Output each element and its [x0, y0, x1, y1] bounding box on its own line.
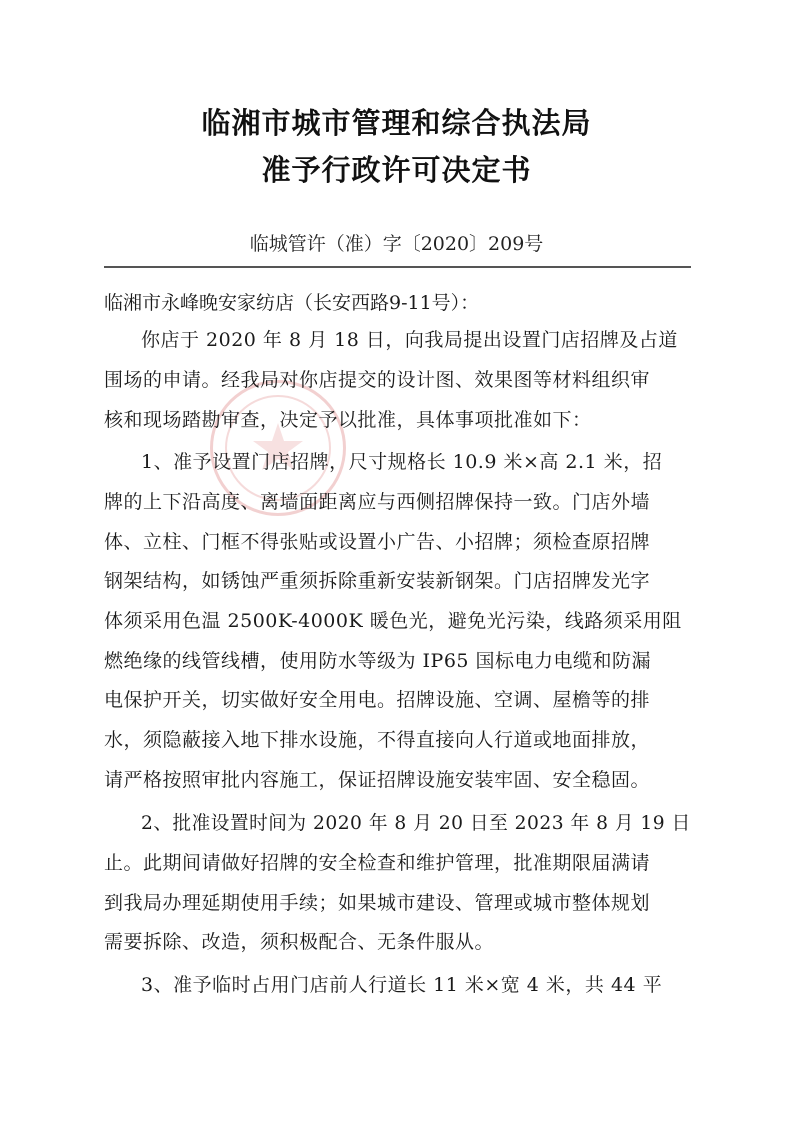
paragraph-line: 请严格按照审批内容施工，保证招牌设施安装牢固、安全稳固。: [104, 769, 651, 791]
paragraph-line: 燃绝缘的线管线槽，使用防水等级为 IP65 国标电力电缆和防漏: [104, 650, 652, 672]
document-number: 临城管许（准）字〔2020〕209号: [249, 233, 544, 255]
paragraph-line: 止。此期间请做好招牌的安全检查和维护管理，批准期限届满请: [104, 852, 651, 874]
paragraph-line: 到我局办理延期使用手续；如果城市建设、管理或城市整体规划: [104, 892, 651, 914]
paragraph-line: 体须采用色温 2500K-4000K 暖色光，避免光污染，线路须采用阻: [104, 610, 682, 632]
addressee: 临湘市永峰晚安家纺店（长安西路9-11号）：: [104, 292, 480, 314]
decision-title: 准予行政许可决定书: [261, 153, 532, 187]
paragraph-line: 3、准予临时占用门店前人行道长 11 米×宽 4 米，共 44 平: [141, 974, 663, 996]
paragraph-line: 2、批准设置时间为 2020 年 8 月 20 日至 2023 年 8 月 19 日: [141, 812, 691, 834]
paragraph-line: 需要拆除、改造，须积极配合、无条件服从。: [104, 931, 495, 953]
paragraph-line: 你店于 2020 年 8 月 18 日，向我局提出设置门店招牌及占道: [141, 329, 678, 351]
header-divider: [104, 266, 691, 268]
agency-title: 临湘市城市管理和综合执法局: [201, 106, 592, 140]
paragraph-line: 水，须隐蔽接入地下排水设施，不得直接向人行道或地面排放，: [104, 729, 651, 751]
paragraph-line: 核和现场踏勘审查，决定予以批准，具体事项批准如下：: [104, 409, 592, 431]
paragraph-line: 1、准予设置门店招牌，尺寸规格长 10.9 米×高 2.1 米，招: [141, 451, 663, 473]
paragraph-line: 体、立柱、门框不得张贴或设置小广告、小招牌；须检查原招牌: [104, 531, 651, 553]
paragraph-line: 钢架结构，如锈蚀严重须拆除重新安装新钢架。门店招牌发光字: [104, 570, 651, 592]
paragraph-line: 电保护开关，切实做好安全用电。招牌设施、空调、屋檐等的排: [104, 689, 651, 711]
paragraph-line: 围场的申请。经我局对你店提交的设计图、效果图等材料组织审: [104, 369, 651, 391]
paragraph-line: 牌的上下沿高度、离墙面距离应与西侧招牌保持一致。门店外墙: [104, 491, 651, 513]
